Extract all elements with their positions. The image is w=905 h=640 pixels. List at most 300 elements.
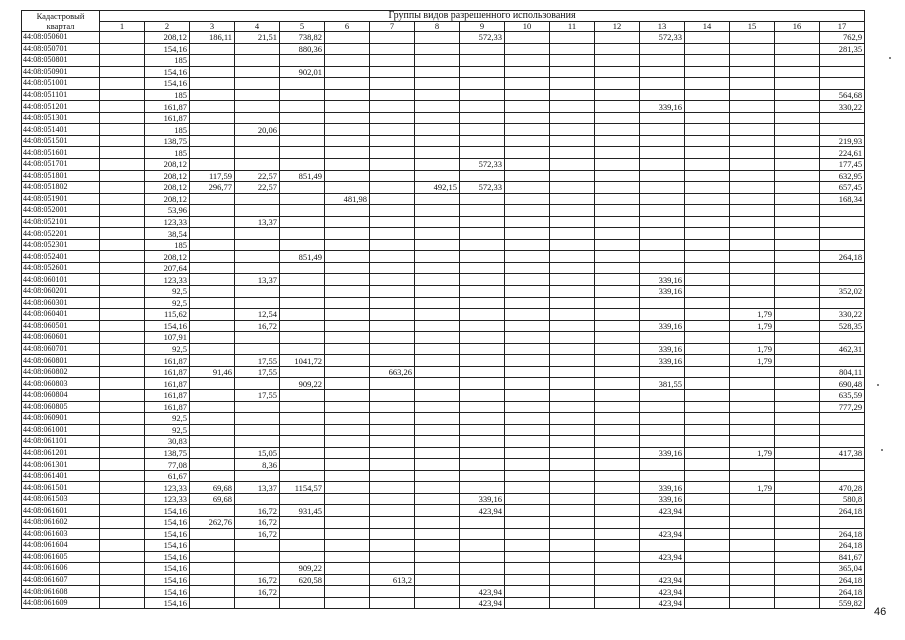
value-cell bbox=[595, 540, 640, 552]
value-cell: 22,57 bbox=[235, 170, 280, 182]
value-cell bbox=[415, 413, 460, 425]
value-cell: 161,87 bbox=[145, 112, 190, 124]
value-cell bbox=[550, 262, 595, 274]
table-row bbox=[22, 413, 865, 425]
value-cell: 154,16 bbox=[145, 43, 190, 55]
value-cell bbox=[730, 401, 775, 413]
value-cell bbox=[325, 413, 370, 425]
value-cell bbox=[820, 66, 865, 78]
table-row bbox=[22, 470, 865, 482]
value-cell bbox=[370, 170, 415, 182]
value-cell bbox=[460, 436, 505, 448]
value-cell bbox=[325, 112, 370, 124]
value-cell bbox=[505, 182, 550, 194]
cadastral-quarter-cell: 44:08:060201 bbox=[22, 286, 100, 298]
value-cell: 16,72 bbox=[235, 516, 280, 528]
value-cell bbox=[415, 540, 460, 552]
value-cell: 38,54 bbox=[145, 228, 190, 240]
value-cell bbox=[595, 170, 640, 182]
value-cell bbox=[415, 355, 460, 367]
value-cell: 20,06 bbox=[235, 124, 280, 136]
value-cell bbox=[730, 135, 775, 147]
value-cell bbox=[100, 424, 145, 436]
value-cell bbox=[820, 216, 865, 228]
value-cell bbox=[730, 205, 775, 217]
value-cell: 123,33 bbox=[145, 493, 190, 505]
value-cell bbox=[505, 413, 550, 425]
value-cell bbox=[100, 262, 145, 274]
value-cell bbox=[685, 378, 730, 390]
value-cell bbox=[595, 459, 640, 471]
value-cell bbox=[550, 447, 595, 459]
value-cell bbox=[775, 55, 820, 67]
value-cell bbox=[190, 320, 235, 332]
value-cell bbox=[550, 505, 595, 517]
value-cell bbox=[730, 297, 775, 309]
cadastral-quarter-cell: 44:08:061301 bbox=[22, 459, 100, 471]
value-cell bbox=[685, 78, 730, 90]
value-cell bbox=[100, 516, 145, 528]
value-cell bbox=[775, 355, 820, 367]
value-cell bbox=[730, 101, 775, 113]
value-cell bbox=[460, 366, 505, 378]
value-cell bbox=[235, 413, 280, 425]
cadastral-quarter-cell: 44:08:051802 bbox=[22, 182, 100, 194]
cadastral-quarter-cell: 44:08:060901 bbox=[22, 413, 100, 425]
value-cell bbox=[775, 182, 820, 194]
value-cell: 339,16 bbox=[460, 493, 505, 505]
value-cell: 107,91 bbox=[145, 332, 190, 344]
value-cell bbox=[415, 262, 460, 274]
cadastral-quarter-cell: 44:08:051401 bbox=[22, 124, 100, 136]
value-cell bbox=[280, 89, 325, 101]
value-cell bbox=[640, 205, 685, 217]
value-cell bbox=[460, 378, 505, 390]
value-cell: 8,36 bbox=[235, 459, 280, 471]
value-cell bbox=[820, 470, 865, 482]
value-cell bbox=[595, 586, 640, 598]
value-cell bbox=[325, 309, 370, 321]
value-cell bbox=[325, 274, 370, 286]
value-cell bbox=[415, 170, 460, 182]
value-cell bbox=[595, 482, 640, 494]
value-cell bbox=[505, 135, 550, 147]
value-cell bbox=[370, 436, 415, 448]
value-cell bbox=[460, 66, 505, 78]
value-cell bbox=[505, 482, 550, 494]
value-cell: 657,45 bbox=[820, 182, 865, 194]
table-row bbox=[22, 159, 865, 171]
value-cell bbox=[460, 239, 505, 251]
value-cell bbox=[100, 297, 145, 309]
value-cell bbox=[235, 147, 280, 159]
value-cell bbox=[730, 551, 775, 563]
value-cell bbox=[190, 597, 235, 609]
cadastral-quarter-cell: 44:08:060805 bbox=[22, 401, 100, 413]
value-cell bbox=[190, 286, 235, 298]
value-cell: 635,59 bbox=[820, 389, 865, 401]
value-cell bbox=[280, 436, 325, 448]
value-cell bbox=[775, 389, 820, 401]
value-cell bbox=[325, 55, 370, 67]
value-cell bbox=[415, 493, 460, 505]
value-cell bbox=[640, 563, 685, 575]
value-cell bbox=[820, 424, 865, 436]
value-cell bbox=[595, 447, 640, 459]
value-cell bbox=[415, 205, 460, 217]
value-cell bbox=[550, 251, 595, 263]
value-cell bbox=[820, 355, 865, 367]
value-cell bbox=[460, 320, 505, 332]
value-cell bbox=[415, 424, 460, 436]
value-cell bbox=[685, 239, 730, 251]
table-row bbox=[22, 586, 865, 598]
value-cell bbox=[505, 447, 550, 459]
value-cell bbox=[370, 516, 415, 528]
value-cell bbox=[235, 43, 280, 55]
value-cell bbox=[730, 436, 775, 448]
column-header-11: 11 bbox=[550, 21, 595, 32]
value-cell bbox=[325, 482, 370, 494]
value-cell bbox=[235, 101, 280, 113]
value-cell bbox=[325, 389, 370, 401]
value-cell bbox=[730, 413, 775, 425]
value-cell bbox=[415, 401, 460, 413]
value-cell bbox=[460, 205, 505, 217]
value-cell bbox=[730, 43, 775, 55]
value-cell bbox=[460, 147, 505, 159]
value-cell bbox=[325, 78, 370, 90]
value-cell: 462,31 bbox=[820, 343, 865, 355]
value-cell bbox=[730, 66, 775, 78]
value-cell bbox=[370, 239, 415, 251]
value-cell bbox=[100, 32, 145, 44]
scan-speck bbox=[881, 449, 883, 451]
value-cell bbox=[415, 101, 460, 113]
value-cell bbox=[595, 332, 640, 344]
value-cell bbox=[685, 551, 730, 563]
value-cell bbox=[775, 436, 820, 448]
value-cell: 123,33 bbox=[145, 216, 190, 228]
value-cell bbox=[235, 66, 280, 78]
value-cell bbox=[505, 574, 550, 586]
value-cell bbox=[550, 32, 595, 44]
value-cell bbox=[370, 493, 415, 505]
value-cell bbox=[415, 597, 460, 609]
value-cell bbox=[685, 101, 730, 113]
value-cell bbox=[280, 101, 325, 113]
value-cell bbox=[100, 505, 145, 517]
value-cell bbox=[280, 216, 325, 228]
value-cell bbox=[505, 147, 550, 159]
table-row bbox=[22, 459, 865, 471]
value-cell bbox=[550, 147, 595, 159]
value-cell: 1041,72 bbox=[280, 355, 325, 367]
value-cell bbox=[775, 228, 820, 240]
value-cell bbox=[595, 147, 640, 159]
value-cell: 208,12 bbox=[145, 32, 190, 44]
value-cell bbox=[505, 274, 550, 286]
cadastral-quarter-cell: 44:08:051501 bbox=[22, 135, 100, 147]
value-cell bbox=[370, 216, 415, 228]
value-cell bbox=[370, 193, 415, 205]
value-cell: 15,05 bbox=[235, 447, 280, 459]
value-cell bbox=[370, 228, 415, 240]
value-cell bbox=[820, 459, 865, 471]
value-cell bbox=[775, 135, 820, 147]
value-cell bbox=[460, 332, 505, 344]
cadastral-quarter-cell: 44:08:060101 bbox=[22, 274, 100, 286]
value-cell bbox=[730, 459, 775, 471]
value-cell bbox=[325, 205, 370, 217]
value-cell bbox=[730, 516, 775, 528]
value-cell bbox=[235, 540, 280, 552]
value-cell bbox=[415, 586, 460, 598]
value-cell bbox=[820, 124, 865, 136]
value-cell bbox=[775, 216, 820, 228]
value-cell: 22,57 bbox=[235, 182, 280, 194]
value-cell bbox=[100, 251, 145, 263]
cadastral-quarter-cell: 44:08:051201 bbox=[22, 101, 100, 113]
value-cell bbox=[370, 586, 415, 598]
column-header-5: 5 bbox=[280, 21, 325, 32]
value-cell bbox=[190, 147, 235, 159]
value-cell bbox=[820, 55, 865, 67]
value-cell bbox=[550, 424, 595, 436]
value-cell bbox=[280, 239, 325, 251]
value-cell: 92,5 bbox=[145, 297, 190, 309]
value-cell: 154,16 bbox=[145, 78, 190, 90]
value-cell bbox=[415, 216, 460, 228]
value-cell bbox=[460, 170, 505, 182]
value-cell bbox=[235, 78, 280, 90]
value-cell bbox=[370, 470, 415, 482]
value-cell bbox=[550, 124, 595, 136]
value-cell bbox=[640, 193, 685, 205]
value-cell: 53,96 bbox=[145, 205, 190, 217]
value-cell bbox=[100, 112, 145, 124]
value-cell: 931,45 bbox=[280, 505, 325, 517]
value-cell bbox=[640, 66, 685, 78]
value-cell: 77,08 bbox=[145, 459, 190, 471]
value-cell bbox=[190, 413, 235, 425]
value-cell: 423,94 bbox=[640, 551, 685, 563]
value-cell bbox=[775, 66, 820, 78]
cadastral-quarter-cell: 44:08:060801 bbox=[22, 355, 100, 367]
table-row bbox=[22, 309, 865, 321]
value-cell bbox=[415, 447, 460, 459]
value-cell bbox=[415, 55, 460, 67]
value-cell bbox=[190, 459, 235, 471]
value-cell bbox=[640, 401, 685, 413]
value-cell bbox=[505, 228, 550, 240]
value-cell bbox=[325, 124, 370, 136]
value-cell bbox=[640, 366, 685, 378]
value-cell: 339,16 bbox=[640, 320, 685, 332]
value-cell bbox=[640, 297, 685, 309]
value-cell bbox=[550, 482, 595, 494]
cadastral-quarter-cell: 44:08:061501 bbox=[22, 482, 100, 494]
value-cell bbox=[415, 43, 460, 55]
value-cell: 470,28 bbox=[820, 482, 865, 494]
value-cell bbox=[235, 551, 280, 563]
table-row bbox=[22, 297, 865, 309]
value-cell: 559,82 bbox=[820, 597, 865, 609]
value-cell bbox=[685, 366, 730, 378]
value-cell bbox=[775, 332, 820, 344]
value-cell bbox=[235, 401, 280, 413]
value-cell bbox=[190, 239, 235, 251]
value-cell bbox=[235, 470, 280, 482]
value-cell bbox=[730, 540, 775, 552]
value-cell bbox=[595, 101, 640, 113]
scan-speck bbox=[889, 57, 891, 59]
cadastral-quarter-cell: 44:08:060803 bbox=[22, 378, 100, 390]
value-cell bbox=[325, 135, 370, 147]
value-cell bbox=[595, 470, 640, 482]
value-cell bbox=[415, 66, 460, 78]
value-cell bbox=[415, 528, 460, 540]
table-row bbox=[22, 251, 865, 263]
table-row bbox=[22, 401, 865, 413]
value-cell bbox=[235, 436, 280, 448]
value-cell bbox=[415, 436, 460, 448]
value-cell bbox=[415, 505, 460, 517]
value-cell bbox=[550, 135, 595, 147]
value-cell bbox=[505, 401, 550, 413]
cadastral-quarter-cell: 44:08:060501 bbox=[22, 320, 100, 332]
value-cell bbox=[100, 401, 145, 413]
value-cell bbox=[325, 424, 370, 436]
value-cell bbox=[505, 551, 550, 563]
column-header-16: 16 bbox=[775, 21, 820, 32]
value-cell: 185 bbox=[145, 55, 190, 67]
value-cell bbox=[730, 378, 775, 390]
value-cell bbox=[685, 540, 730, 552]
cadastral-quarter-cell: 44:08:061001 bbox=[22, 424, 100, 436]
value-cell: 154,16 bbox=[145, 586, 190, 598]
value-cell bbox=[190, 309, 235, 321]
value-cell: 154,16 bbox=[145, 528, 190, 540]
value-cell bbox=[550, 159, 595, 171]
value-cell bbox=[370, 378, 415, 390]
value-cell bbox=[190, 66, 235, 78]
value-cell bbox=[235, 493, 280, 505]
value-cell bbox=[190, 505, 235, 517]
value-cell bbox=[595, 274, 640, 286]
value-cell: 208,12 bbox=[145, 251, 190, 263]
value-cell bbox=[325, 159, 370, 171]
value-cell bbox=[685, 574, 730, 586]
value-cell bbox=[325, 297, 370, 309]
value-cell bbox=[460, 574, 505, 586]
value-cell bbox=[280, 459, 325, 471]
value-cell bbox=[415, 389, 460, 401]
value-cell bbox=[235, 205, 280, 217]
value-cell bbox=[685, 505, 730, 517]
value-cell bbox=[505, 586, 550, 598]
value-cell: 1,79 bbox=[730, 355, 775, 367]
value-cell: 208,12 bbox=[145, 170, 190, 182]
value-cell bbox=[505, 493, 550, 505]
value-cell bbox=[550, 216, 595, 228]
cadastral-quarter-cell: 44:08:061608 bbox=[22, 586, 100, 598]
value-cell bbox=[235, 262, 280, 274]
value-cell bbox=[595, 216, 640, 228]
value-cell: 572,33 bbox=[460, 182, 505, 194]
table-row bbox=[22, 182, 865, 194]
value-cell bbox=[100, 343, 145, 355]
value-cell: 154,16 bbox=[145, 563, 190, 575]
value-cell bbox=[370, 597, 415, 609]
value-cell bbox=[730, 32, 775, 44]
value-cell bbox=[775, 447, 820, 459]
value-cell: 296,77 bbox=[190, 182, 235, 194]
value-cell: 138,75 bbox=[145, 135, 190, 147]
value-cell bbox=[100, 413, 145, 425]
value-cell bbox=[100, 89, 145, 101]
value-cell bbox=[640, 540, 685, 552]
value-cell bbox=[280, 124, 325, 136]
value-cell: 352,02 bbox=[820, 286, 865, 298]
value-cell bbox=[280, 470, 325, 482]
value-cell bbox=[775, 124, 820, 136]
value-cell bbox=[460, 55, 505, 67]
value-cell bbox=[100, 528, 145, 540]
value-cell bbox=[775, 78, 820, 90]
value-cell bbox=[460, 482, 505, 494]
value-cell bbox=[820, 332, 865, 344]
value-cell bbox=[730, 424, 775, 436]
value-cell bbox=[775, 551, 820, 563]
value-cell bbox=[775, 343, 820, 355]
value-cell bbox=[235, 193, 280, 205]
value-cell bbox=[505, 459, 550, 471]
value-cell: 21,51 bbox=[235, 32, 280, 44]
value-cell bbox=[730, 251, 775, 263]
value-cell bbox=[730, 147, 775, 159]
header-usage-groups: Группы видов разрешенного использования bbox=[100, 11, 865, 22]
column-header-14: 14 bbox=[685, 21, 730, 32]
value-cell bbox=[595, 193, 640, 205]
value-cell bbox=[550, 297, 595, 309]
value-cell: 154,16 bbox=[145, 66, 190, 78]
value-cell bbox=[370, 124, 415, 136]
value-cell bbox=[235, 55, 280, 67]
value-cell: 262,76 bbox=[190, 516, 235, 528]
value-cell bbox=[415, 309, 460, 321]
column-header-6: 6 bbox=[325, 21, 370, 32]
value-cell bbox=[550, 193, 595, 205]
value-cell bbox=[775, 159, 820, 171]
value-cell: 115,62 bbox=[145, 309, 190, 321]
value-cell bbox=[685, 389, 730, 401]
table-row bbox=[22, 378, 865, 390]
value-cell bbox=[775, 540, 820, 552]
value-cell bbox=[505, 505, 550, 517]
table-row bbox=[22, 78, 865, 90]
value-cell bbox=[325, 286, 370, 298]
value-cell bbox=[280, 528, 325, 540]
value-cell bbox=[595, 297, 640, 309]
value-cell bbox=[100, 470, 145, 482]
cadastral-quarter-cell: 44:08:052301 bbox=[22, 239, 100, 251]
cadastral-quarter-cell: 44:08:061401 bbox=[22, 470, 100, 482]
value-cell bbox=[100, 574, 145, 586]
value-cell bbox=[190, 540, 235, 552]
value-cell bbox=[325, 332, 370, 344]
value-cell bbox=[595, 389, 640, 401]
